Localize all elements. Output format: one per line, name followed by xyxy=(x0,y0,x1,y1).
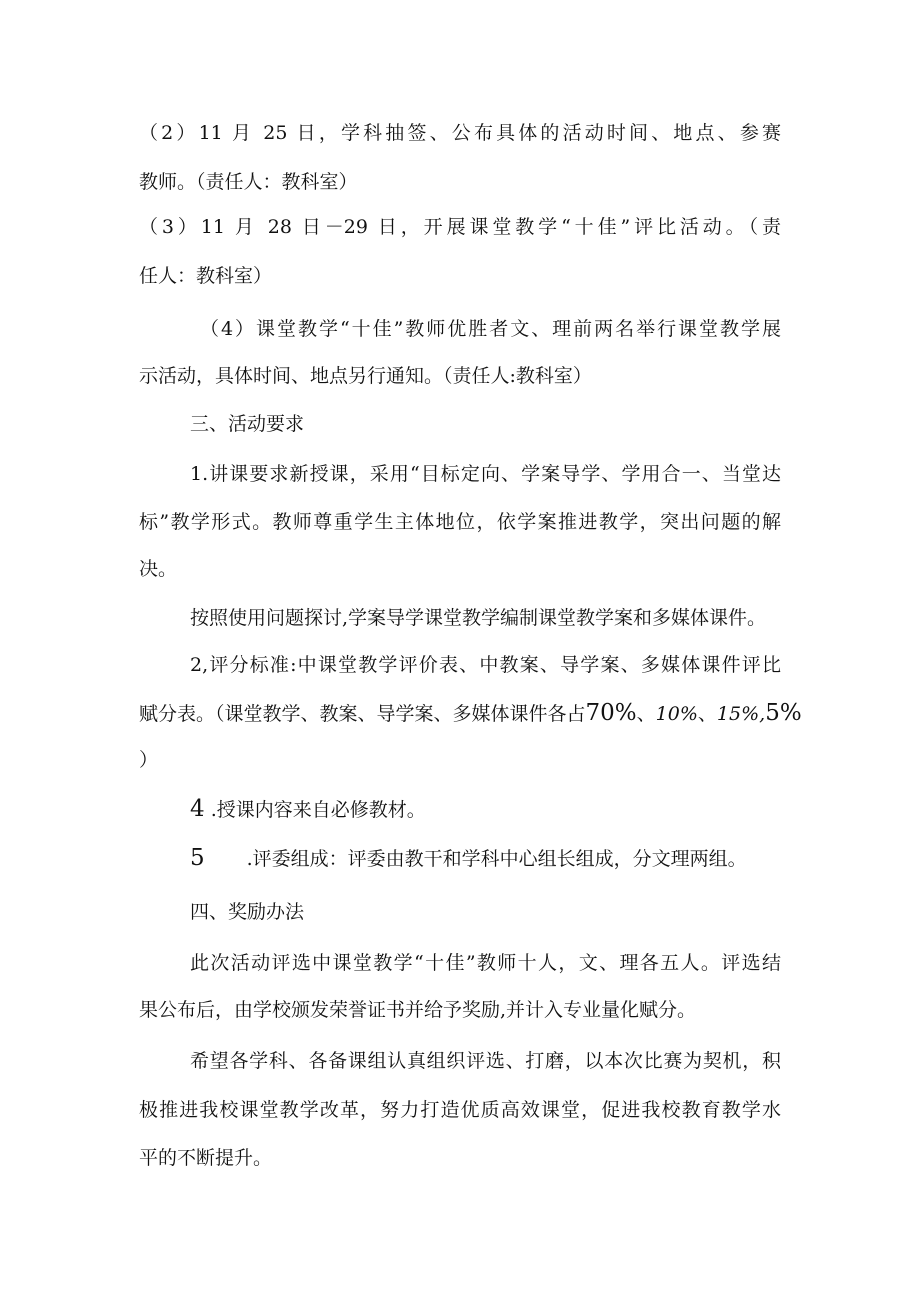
section-3-para-1-line-3: 决。 xyxy=(139,558,178,580)
section-3-para-4-text: .授课内容来自必修教材。 xyxy=(210,799,426,821)
section-4-para-2-line-3: 平的不断提升。 xyxy=(139,1147,273,1169)
section-3-heading: 三、活动要求 xyxy=(190,413,305,435)
weight-70: 70% xyxy=(585,700,637,726)
section-4-para-2-line-1: 希望各学科、各备课组认真组织评选、打磨，以本次比赛为契机，积 xyxy=(190,1050,781,1072)
weight-15: 15%, xyxy=(716,703,766,725)
section-3-para-3-line-1: 2,评分标准:中课堂教学评价表、中教案、导学案、多媒体课件评比 xyxy=(190,654,781,676)
weight-5: 5% xyxy=(765,700,802,726)
item-3-line-2: 任人：教科室） xyxy=(139,265,273,287)
item-number-4: 4 xyxy=(190,796,205,822)
section-3-para-1-line-1: 1.讲课要求新授课，采用“目标定向、学案导学、学用合一、当堂达 xyxy=(190,463,781,485)
section-4-heading: 四、奖励办法 xyxy=(190,901,305,923)
section-3-para-5 xyxy=(190,846,747,871)
weights-prefix: 赋分表。（课堂教学、教案、导学案、多媒体课件各占 xyxy=(139,703,586,725)
section-3-para-5-text: .评委组成：评委由教干和学科中心组长组成，分文理两组。 xyxy=(246,848,747,870)
weight-10: 10% xyxy=(655,703,698,725)
section-4-para-2-line-2: 极推进我校课堂教学改革，努力打造优质高效课堂，促进我校教育教学水 xyxy=(139,1099,781,1121)
item-2-line-1: （2）11 月 25 日，学科抽签、公布具体的活动时间、地点、参赛 xyxy=(139,122,781,144)
item-4-line-1: （4）课堂教学“十佳”教师优胜者文、理前两名举行课堂教学展 xyxy=(200,318,781,340)
weight-separator-1: 、 xyxy=(636,703,656,725)
section-3-para-1-line-2: 标”教学形式。教师尊重学生主体地位，依学案推进教学，突出问题的解 xyxy=(139,511,781,533)
item-4-line-2: 示活动，具体时间、地点另行通知。（责任人:教科室） xyxy=(139,365,592,387)
section-3-para-4 xyxy=(190,797,426,822)
section-3-para-3-line-3: ） xyxy=(139,749,159,771)
section-3-para-2: 按照使用问题探讨,学案导学课堂教学编制课堂教学案和多媒体课件。 xyxy=(190,607,767,629)
item-3-line-1: （3）11 月 28 日－29 日，开展课堂教学“十佳”评比活动。（责 xyxy=(139,216,781,238)
section-4-para-1-line-1: 此次活动评选中课堂教学“十佳”教师十人，文、理各五人。评选结 xyxy=(190,952,781,974)
section-3-para-3-line-2 xyxy=(139,701,802,726)
weight-separator-2: 、 xyxy=(697,703,717,725)
item-number-5: 5 xyxy=(190,845,205,871)
item-2-line-2: 教师。（责任人：教科室） xyxy=(139,171,358,193)
section-4-para-1-line-2: 果公布后，由学校颁发荣誉证书并给予奖励,并计入专业量化赋分。 xyxy=(139,999,697,1021)
